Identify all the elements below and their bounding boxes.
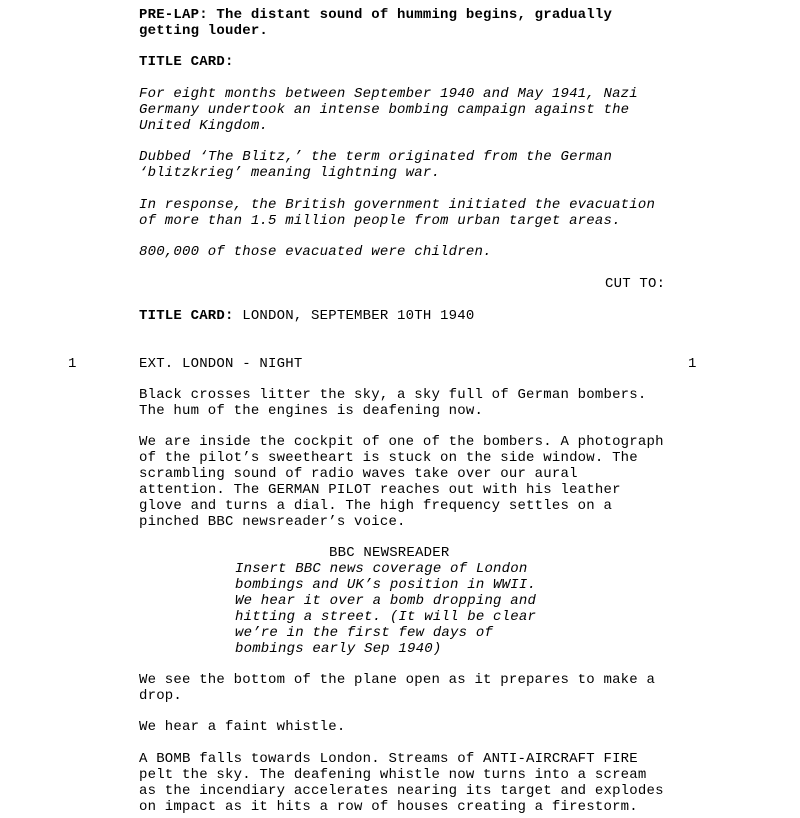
dialogue-line: Insert BBC news coverage of London <box>235 561 528 577</box>
action-line: pelt the sky. The deafening whistle now turns into a scream <box>139 767 647 783</box>
action-line: The hum of the engines is deafening now. <box>139 403 484 419</box>
action-line: We see the bottom of the plane open as it prepares to make a <box>139 672 656 688</box>
action-line: A BOMB falls towards London. Streams of ANTI-AIRCRAFT FIRE <box>139 751 638 767</box>
transition: CUT TO: <box>605 276 666 292</box>
dialogue-line: bombings early Sep 1940) <box>235 641 442 657</box>
dialogue-line: bombings and UK’s position in WWII. <box>235 577 537 593</box>
title-card-line: United Kingdom. <box>139 118 269 134</box>
action-line: Black crosses litter the sky, a sky full of German bombers. <box>139 387 647 403</box>
dialogue-line: we’re in the first few days of <box>235 625 494 641</box>
prelap-line: getting louder. <box>139 23 269 39</box>
title-card-label: TITLE CARD: <box>139 54 234 70</box>
action-line: We are inside the cockpit of one of the bombers. A photograph <box>139 434 664 450</box>
scene-number-right: 1 <box>688 356 697 372</box>
title-card-line: 800,000 of those evacuated were children. <box>139 244 492 260</box>
title-card-line: of more than 1.5 million people from urban target areas. <box>139 213 621 229</box>
action-line: glove and turns a dial. The high frequency settles on a <box>139 498 613 514</box>
title-card-location <box>139 308 474 324</box>
action-line: drop. <box>139 688 183 704</box>
prelap-line: PRE-LAP: The distant sound of humming begins, gradually <box>139 7 613 23</box>
action-line: on impact as it hits a row of houses creating a firestorm. <box>139 799 638 815</box>
title-card-label: TITLE CARD: <box>139 308 234 324</box>
action-line: pinched BBC newsreader’s voice. <box>139 514 406 530</box>
dialogue-line: We hear it over a bomb dropping and <box>235 593 537 609</box>
dialogue-line: hitting a street. (It will be clear <box>235 609 537 625</box>
character-cue: BBC NEWSREADER <box>329 545 450 561</box>
action-line: as the incendiary accelerates nearing its target and explodes <box>139 783 664 799</box>
title-card-line: For eight months between September 1940 and May 1941, Nazi <box>139 86 638 102</box>
action-line: attention. The GERMAN PILOT reaches out with his leather <box>139 482 621 498</box>
title-card-line: In response, the British government initiated the evacuation <box>139 197 656 213</box>
title-card-location-text: LONDON, SEPTEMBER 10TH 1940 <box>233 308 475 324</box>
action-line: scrambling sound of radio waves take over our aural <box>139 466 578 482</box>
scene-heading: EXT. LONDON - NIGHT <box>139 356 303 372</box>
title-card-line: Germany undertook an intense bombing campaign against the <box>139 102 630 118</box>
scene-number-left: 1 <box>68 356 77 372</box>
title-card-line: Dubbed ‘The Blitz,’ the term originated from the German <box>139 149 613 165</box>
action-line: of the pilot’s sweetheart is stuck on the side window. The <box>139 450 638 466</box>
action-line: We hear a faint whistle. <box>139 719 346 735</box>
title-card-line: ‘blitzkrieg’ meaning lightning war. <box>139 165 441 181</box>
